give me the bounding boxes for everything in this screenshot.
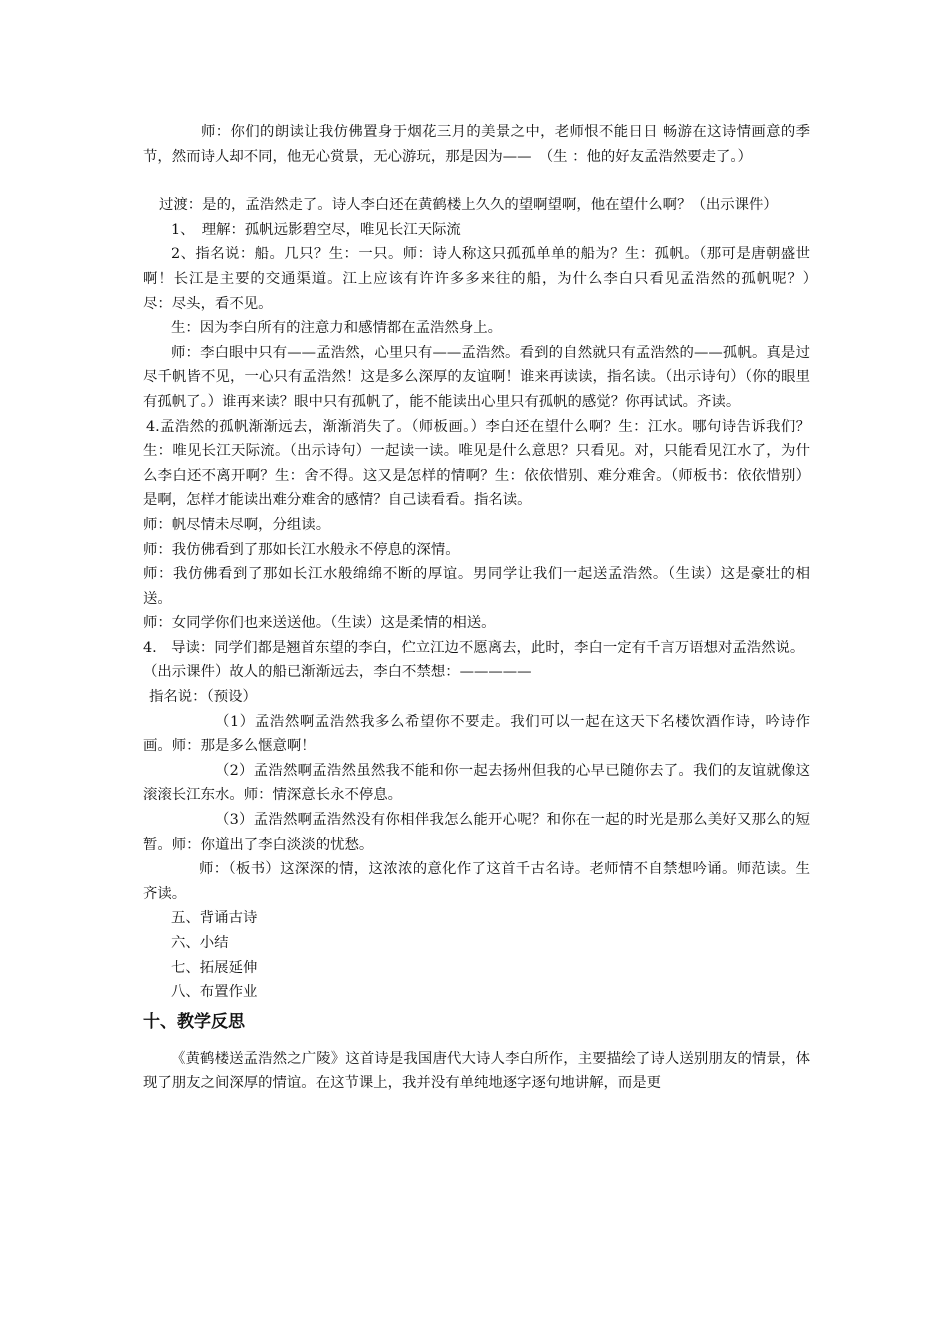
paragraph: （3）孟浩然啊孟浩然没有你相伴我怎么能开心呢？和你在一起的时光是那么美好又那么的短暂。师：你道出了李白淡淡的忧愁。 — [143, 812, 810, 853]
paragraph: 指名说：（预设） — [149, 689, 257, 706]
paragraph: （出示课件）故人的船已渐渐远去，李白不禁想：————— — [143, 664, 532, 681]
paragraph: 4. 导读：同学们都是翘首东望的李白，伫立江边不愿离去，此时，李白一定有千言万语想对孟浩然说。 — [143, 639, 805, 656]
paragraph: 4.孟浩然的孤帆渐渐远去，渐渐消失了。（师板画。）李白还在望什么啊？生：江水。哪句诗告诉我们？生：唯见长江天际流。（出示诗句）一起读一读。唯见是什么意思？只看见。对，只能看见江水了，为什么李白还不离开啊？生：舍不得。这又是怎样的情啊？生：依依惜别、难分难舍。（师板书：依依惜别）是啊，怎样才能读出难分难舍的感情？自己读看看。指名读。 — [143, 418, 810, 509]
document-page — [143, 120, 825, 1096]
paragraph: 师：帆尽情未尽啊，分组读。 — [143, 516, 331, 533]
paragraph: 师：我仿佛看到了那如长江水般永不停息的深情。 — [143, 541, 460, 558]
paragraph: 师：李白眼中只有——孟浩然，心里只有——孟浩然。看到的自然就只有孟浩然的——孤帆。真是过尽千帆皆不见，一心只有孟浩然！这是多么深厚的友谊啊！谁来再读读，指名读。（出示诗句）（你的眼里有孤帆了。）谁再来读？眼中只有孤帆了，能不能读出心里只有孤帆的感觉？你再试试。齐读。 — [143, 344, 810, 410]
reflection-paragraph: 《黄鹤楼送孟浩然之广陵》这首诗是我国唐代大诗人李白所作，主要描绘了诗人送别朋友的情景，体现了朋友之间深厚的情谊。在这节课上，我并没有单纯地逐字逐句地讲解，而是更 — [143, 1050, 810, 1092]
paragraph: 师：你们的朗读让我仿佛置身于烟花三月的美景之中，老师恨不能日日 畅游在这诗情画意的季节，然而诗人却不同，他无心赏景，无心游玩，那是因为—— （生 ：他的好友孟浩然要走了。） — [143, 124, 810, 165]
outline-item: 六、小结 — [171, 935, 229, 951]
paragraph: 生：因为李白所有的注意力和感情都在孟浩然身上。 — [171, 320, 502, 337]
paragraph: 2、指名说：船。几只？生：一只。师：诗人称这只孤孤单单的船为？生：孤帆。（那可是唐朝盛世啊！长江是主要的交通渠道。江上应该有许许多多来往的船，为什么李白只看见孟浩然的孤帆呢？） 尽：尽头，看不见。 — [143, 246, 825, 312]
spacer — [143, 169, 810, 193]
paragraph: 师：我仿佛看到了那如长江水般绵绵不断的厚谊。男同学让我们一起送孟浩然。（生读）这是豪壮的相送。 — [143, 566, 810, 607]
paragraph: 1、 理解：孤帆远影碧空尽，唯见长江天际流 — [171, 221, 461, 238]
paragraph: 师：女同学你们也来送送他。（生读）这是柔情的相送。 — [143, 615, 496, 632]
paragraph: （1）孟浩然啊孟浩然我多么希望你不要走。我们可以一起在这天下名楼饮酒作诗，吟诗作画。师：那是多么惬意啊！ — [143, 713, 810, 755]
outline-item: 五、背诵古诗 — [171, 910, 258, 927]
spacer — [143, 1035, 810, 1047]
paragraph: 过渡：是的，孟浩然走了。诗人李白还在黄鹤楼上久久的望啊望啊，他在望什么啊？（出示课件） — [159, 197, 778, 214]
outline-item: 七、拓展延伸 — [171, 959, 258, 976]
paragraph: （2）孟浩然啊孟浩然虽然我不能和你一起去扬州但我的心早已随你去了。我们的友谊就像这滚滚长江东水。师：情深意长永不停息。 — [143, 762, 810, 804]
outline-item: 八、布置作业 — [171, 984, 258, 1001]
section-heading: 十、教学反思 — [143, 1011, 245, 1032]
paragraph: 师：（板书）这深深的情，这浓浓的意化作了这首千古名诗。老师情不自禁想吟诵。师范读。生齐读。 — [143, 861, 810, 902]
